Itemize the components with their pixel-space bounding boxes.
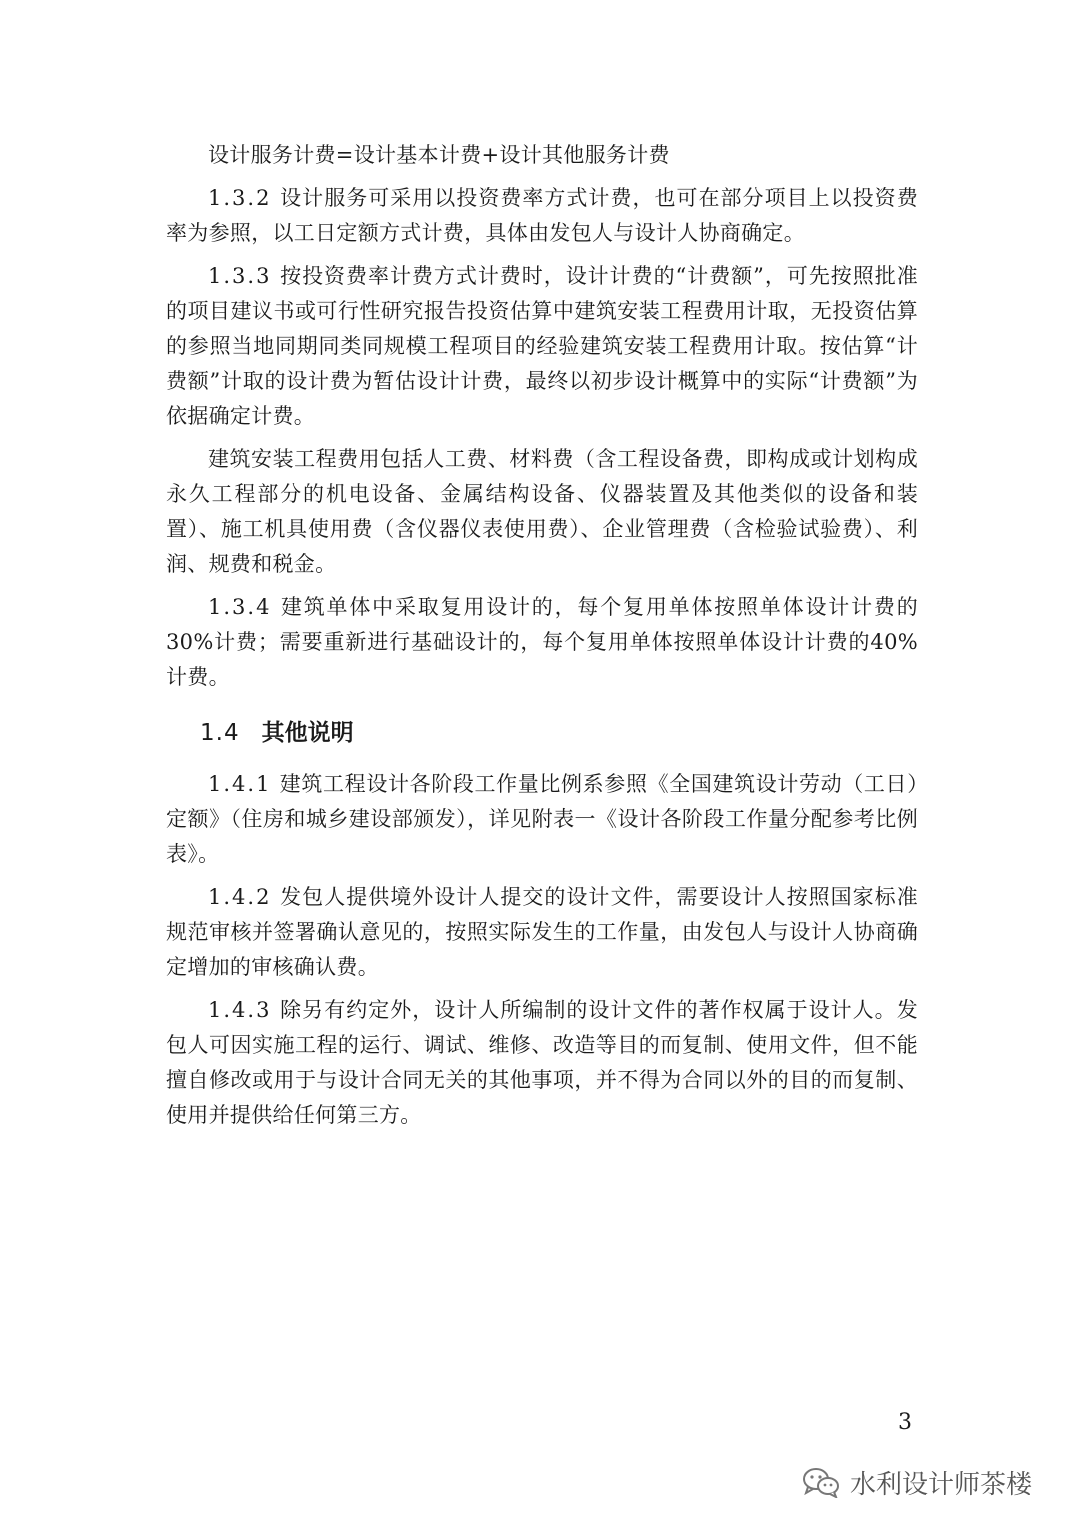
- watermark-text: 水利设计师茶楼: [850, 1469, 1033, 1500]
- wechat-icon: [802, 1466, 840, 1498]
- section-number: 1.4: [200, 720, 240, 746]
- paragraph-fee-formula: 设计服务计费=设计基本计费+设计其他服务计费: [208, 143, 670, 167]
- paragraph-construction-costs: 建筑安装工程费用包括人工费、材料费（含工程设备费，即构成或计划构成永久工程部分的机电设备、金属结构设备、仪器装置及其他类似的设备和装置）、施工机具使用费（含仪器仪表使用费）、企业管理费（含检验试验费）、利润、规费和税金。: [166, 447, 918, 576]
- paragraph-1-3-3: 1.3.3 按投资费率计费方式计费时，设计计费的“计费额”，可先按照批准的项目建议书或可行性研究报告投资估算中建筑安装工程费用计取，无投资估算的参照当地同期同类同规模工程项目的经验建筑安装工程费用计取。按估算“计费额”计取的设计费为暂估设计计费，最终以初步设计概算中的实际“计费额”为依据确定计费。: [166, 264, 918, 428]
- paragraph-1-3-4: 1.3.4 建筑单体中采取复用设计的，每个复用单体按照单体设计计费的30%计费；需要重新进行基础设计的，每个复用单体按照单体设计计费的40%计费。: [166, 595, 918, 689]
- clause-number: 1.3.3: [208, 264, 272, 288]
- paragraph-1-4-1: 1.4.1 建筑工程设计各阶段工作量比例系参照《全国建筑设计劳动（工日）定额》（住房和城乡建设部颁发），详见附表一《设计各阶段工作量分配参考比例表》。: [166, 772, 918, 866]
- clause-number: 1.4.1: [208, 772, 272, 796]
- paragraph-1-4-2: 1.4.2 发包人提供境外设计人提交的设计文件，需要设计人按照国家标准规范审核并签署确认意见的，按照实际发生的工作量，由发包人与设计人协商确定增加的审核确认费。: [166, 885, 918, 979]
- paragraph-1-4-3: 1.4.3 除另有约定外，设计人所编制的设计文件的著作权属于设计人。发包人可因实施工程的运行、调试、维修、改造等目的而复制、使用文件，但不能擅自修改或用于与设计合同无关的其他事项，并不得为合同以外的目的而复制、使用并提供给任何第三方。: [166, 998, 918, 1127]
- clause-number: 1.4.2: [208, 885, 272, 909]
- paragraph-1-3-2: 1.3.2 设计服务可采用以投资费率方式计费，也可在部分项目上以投资费率为参照，以工日定额方式计费，具体由发包人与设计人协商确定。: [166, 186, 918, 245]
- clause-number: 1.3.2: [208, 186, 272, 210]
- section-title: 其他说明: [261, 720, 354, 746]
- clause-number: 1.3.4: [208, 595, 272, 619]
- page-number: 3: [898, 1410, 912, 1435]
- section-heading-1-4: [200, 715, 918, 751]
- clause-number: 1.4.3: [208, 998, 272, 1022]
- document-body: [166, 138, 918, 1141]
- watermark: [802, 1462, 1032, 1502]
